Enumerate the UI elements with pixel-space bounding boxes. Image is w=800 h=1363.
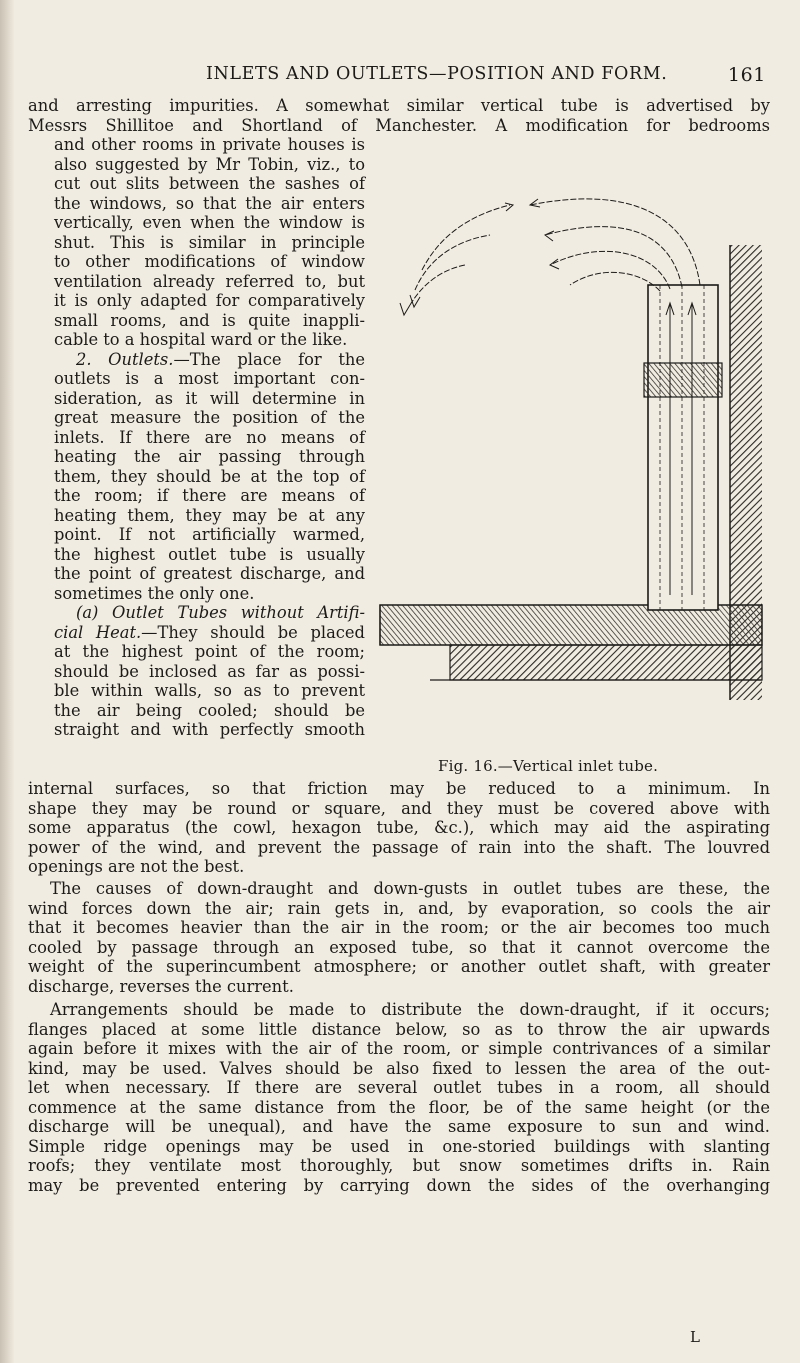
text-line: internal surfaces, so that friction may be reduced to a minimum. In (28, 779, 770, 798)
text-line: it is only adapted for comparatively (54, 291, 365, 310)
paragraph-down-draught (28, 879, 770, 996)
text-line: commence at the same distance from the floor, be of the same height (or the (28, 1097, 770, 1117)
text-line: Arrangements should be made to distribute the down-draught, if it occurs; (50, 1000, 770, 1019)
text-line: and arresting impurities. A somewhat similar vertical tube is advertised by (28, 96, 770, 115)
text-line: weight of the superincumbent atmosphere; or another outlet shaft, with greater (28, 957, 770, 976)
text-line: outlets is a most important con- (54, 369, 365, 388)
opening-lines (28, 96, 770, 135)
subheading-line-2 (54, 623, 365, 643)
text-line: inlets. If there are no means of (54, 427, 365, 447)
text-line: at the highest point of the room; (54, 642, 365, 661)
text-line: the highest outlet tube is usually (54, 544, 365, 564)
text-line: wind forces down the air; rain gets in, and, by evaporation, so cools the air (28, 898, 770, 918)
text-line: them, they should be at the top of (54, 466, 365, 486)
outlets-heading: 2. Outlets. (76, 349, 174, 369)
text-line: small rooms, and is quite inappli- (54, 310, 365, 330)
text-line: ventilation already referred to, but (54, 271, 365, 291)
text-line: cooled by passage through an exposed tube, so that it cannot overcome the (28, 937, 770, 957)
vertical-inlet-tube-figure (370, 175, 770, 765)
text-line: Messrs Shillitoe and Shortland of Manchester. A modification for bedrooms (28, 115, 770, 135)
outlet-tubes-label: (a) Outlet Tubes without Artifi- (76, 603, 365, 622)
text-line: cut out slits between the sashes of (54, 174, 365, 193)
outlet-tubes-label-rest: —They should be placed (141, 622, 365, 642)
text-line: sometimes the only one. (54, 583, 255, 603)
outlets-first-line: —The place for the (173, 349, 365, 369)
text-line: and other rooms in private houses is (54, 135, 365, 154)
text-line: the air being cooled; should be (54, 700, 365, 720)
text-line: some apparatus (the cowl, hexagon tube, &c.), which may aid the aspirating (28, 818, 770, 837)
text-line: shape they may be round or square, and they must be covered above with (28, 798, 770, 818)
signature-mark: L (690, 1328, 700, 1346)
page-binding-shadow (0, 0, 14, 1363)
text-line: Simple ridge openings may be used in one-storied buildings with slanting (28, 1136, 770, 1156)
paragraph-arrangements (28, 1000, 770, 1195)
text-line: discharge, reverses the current. (28, 976, 294, 996)
text-line: openings are not the best. (28, 857, 245, 876)
paragraph-surfaces (28, 779, 770, 877)
text-line: point. If not artificially warmed, (54, 525, 365, 544)
text-line: discharge will be unequal), and have the same exposure to sun and wind. (28, 1117, 770, 1136)
text-line: shut. This is similar in principle (54, 232, 365, 252)
text-line: the windows, so that the air enters (54, 193, 365, 213)
text-line: straight and with perfectly smooth (54, 720, 365, 739)
text-line: cable to a hospital ward or the like. (54, 330, 348, 349)
text-line: power of the wind, and prevent the passage of rain into the shaft. The louvred (28, 837, 770, 857)
text-line: kind, may be used. Valves should be also fixed to lessen the area of the out- (28, 1058, 770, 1078)
text-line: should be inclosed as far as possi- (54, 661, 365, 681)
tube-cap (644, 363, 722, 397)
text-line: heating the air passing through (54, 447, 365, 466)
column-text (54, 135, 365, 740)
page-number: 161 (727, 64, 766, 86)
text-line: vertically, even when the window is (54, 213, 365, 232)
text-line: heating them, they may be at any (54, 505, 365, 525)
text-line: great measure the position of the (54, 408, 365, 427)
text-line: may be prevented entering by carrying down the sides of the overhanging (28, 1175, 770, 1195)
text-line: again before it mixes with the air of the room, or simple contrivances of a similar (28, 1039, 770, 1058)
text-line: roofs; they ventilate most thoroughly, but snow sometimes drifts in. Rain (28, 1156, 770, 1175)
floor-base (450, 645, 762, 680)
text-line: also suggested by Mr Tobin, viz., to (54, 154, 365, 174)
text-line: flanges placed at some little distance below, so as to throw the air upwards (28, 1019, 770, 1039)
running-title: INLETS AND OUTLETS—POSITION AND FORM. (206, 64, 668, 84)
text-line: the point of greatest discharge, and (54, 564, 365, 583)
text-line: the room; if there are means of (54, 486, 365, 505)
outlet-tubes-label-2: cial Heat. (54, 622, 142, 642)
inlet-tube (648, 285, 718, 610)
figure-caption: Fig. 16.—Vertical inlet tube. (438, 757, 659, 775)
outlets-heading-line (54, 350, 365, 370)
text-line: ble within walls, so as to prevent (54, 681, 365, 700)
subheading-line (54, 603, 365, 623)
text-line: The causes of down-draught and down-gusts in outlet tubes are these, the (50, 879, 770, 898)
text-line: to other modifications of window (54, 252, 365, 271)
text-line: let when necessary. If there are several outlet tubes in a room, all should (28, 1078, 770, 1097)
floor-ledge (380, 605, 762, 645)
text-line: that it becomes heavier than the air in the room; or the air becomes too much (28, 918, 770, 937)
text-line: sideration, as it will determine in (54, 388, 365, 408)
